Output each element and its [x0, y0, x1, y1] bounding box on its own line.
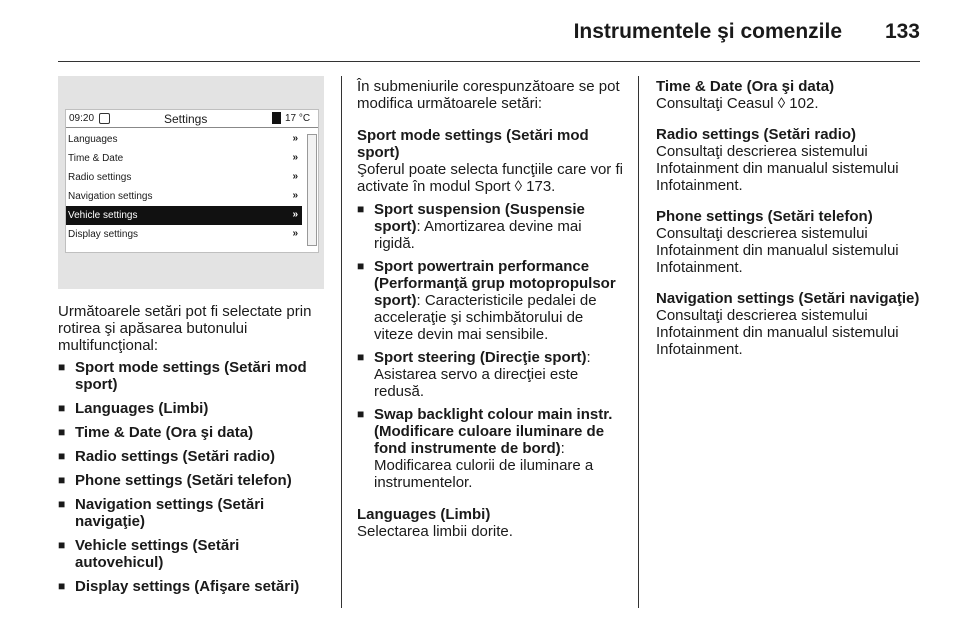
bullet-item: ■ Vehicle settings (Setări autovehicul): [58, 537, 326, 571]
bullet-term: Swap backlight colour main instr. (Modificare culoare iluminare de fond instrumente de bord): [374, 406, 613, 457]
column-1: [58, 303, 326, 595]
column-divider-2: [638, 76, 639, 608]
chevron-right-icon: »: [292, 190, 298, 201]
chevron-right-icon: »: [292, 171, 298, 182]
screen-temperature: 17 °C: [285, 113, 311, 124]
section-heading: Sport mode settings (Setări mod sport): [357, 127, 589, 161]
display-screen: [65, 109, 319, 253]
bullet-item: [357, 258, 623, 343]
chevron-right-icon: »: [292, 228, 298, 239]
column-divider-1: [341, 76, 342, 608]
bullet-term: Sport suspension (Suspensie sport): [374, 201, 585, 235]
chevron-right-icon: »: [292, 152, 298, 163]
page-header: [0, 0, 960, 62]
menu-item-label: Vehicle settings: [68, 210, 138, 221]
menu-item-label: Navigation settings: [68, 191, 153, 202]
bullet-desc: : Caracteristicile pedalei de acceleraţie şi schimbătorului de viteze devin mai sensibile.: [374, 292, 597, 343]
screen-menu-item: [66, 168, 302, 187]
section-text: Consultaţi descrierea sistemului Infotainment din manualul sistemului Infotainment.: [656, 225, 899, 276]
bullet-desc: : Modificarea culorii de iluminare a instrumentelor.: [374, 440, 594, 491]
page-number: 133: [884, 20, 920, 43]
section-heading: Navigation settings (Setări navigaţie): [656, 290, 920, 307]
bullet-item: ■ Languages (Limbi): [58, 400, 326, 417]
bullet-item: ■ Radio settings (Setări radio): [58, 448, 326, 465]
screen-menu-item: [66, 130, 302, 149]
screen-menu-item: [66, 225, 302, 244]
section-text: Consultaţi Ceasul ◊ 102.: [656, 95, 819, 112]
screen-menu-list: [66, 130, 302, 244]
header-divider: [58, 61, 920, 62]
bullet-item: ■ Phone settings (Setări telefon): [58, 472, 326, 489]
bullet-term: Sport powertrain performance (Performanţă grup motopropulsor sport): [374, 258, 616, 309]
intro-text: În submeniurile corespunzătoare se pot modifica următoarele setări:: [357, 78, 620, 112]
bullet-item: [357, 201, 623, 252]
settings-screen-figure: [58, 76, 324, 289]
bullet-term: Sport steering (Direcţie sport): [374, 349, 587, 366]
screen-status-bar: [66, 110, 318, 128]
bullet-item: ■ Sport mode settings (Setări mod sport): [58, 359, 326, 393]
section-text: Consultaţi descrierea sistemului Infotainment din manualul sistemului Infotainment.: [656, 307, 899, 358]
menu-item-label: Time & Date: [68, 153, 124, 164]
bullet-item: ■ Display settings (Afişare setări): [58, 578, 326, 595]
screen-menu-item-selected: [66, 206, 302, 225]
chevron-right-icon: »: [292, 133, 298, 144]
section-heading: Languages (Limbi): [357, 506, 491, 523]
section-heading: Phone settings (Setări telefon): [656, 208, 873, 225]
section-text: Selectarea limbii dorite.: [357, 523, 513, 540]
bullet-item: [357, 406, 623, 491]
section-text: Consultaţi descrierea sistemului Infotainment din manualul sistemului Infotainment.: [656, 143, 899, 194]
column-3: [656, 78, 922, 358]
bullet-desc: : Asistarea servo a direcţiei este redusă.: [374, 349, 591, 400]
section-text: Şoferul poate selecta funcţiile care vor fi activate în modul Sport ◊ 173.: [357, 161, 623, 195]
section-heading: Time & Date (Ora şi data): [656, 78, 835, 95]
screen-menu-item: [66, 149, 302, 168]
clock-icon: [99, 113, 110, 124]
page-title: Instrumentele şi comenzile: [573, 20, 842, 43]
menu-item-label: Languages: [68, 134, 118, 145]
screen-title: Settings: [164, 112, 208, 126]
column-2: [357, 78, 623, 540]
screen-menu-item: [66, 187, 302, 206]
bullet-desc: : Amortizarea devine mai rigidă.: [374, 218, 582, 252]
temperature-icon: [272, 112, 281, 124]
bullet-item: ■ Navigation settings (Setări navigaţie): [58, 496, 326, 530]
section-heading: Radio settings (Setări radio): [656, 126, 857, 143]
intro-text: Următoarele setări pot fi selectate prin rotirea şi apăsarea butonului multifuncţional:: [58, 303, 312, 354]
menu-item-label: Display settings: [68, 229, 139, 240]
menu-item-label: Radio settings: [68, 172, 132, 183]
screen-time: 09:20: [69, 113, 95, 124]
chevron-right-icon: »: [292, 209, 298, 220]
bullet-item: [357, 349, 623, 400]
screen-scrollbar: [307, 134, 317, 246]
bullet-item: ■ Time & Date (Ora şi data): [58, 424, 326, 441]
